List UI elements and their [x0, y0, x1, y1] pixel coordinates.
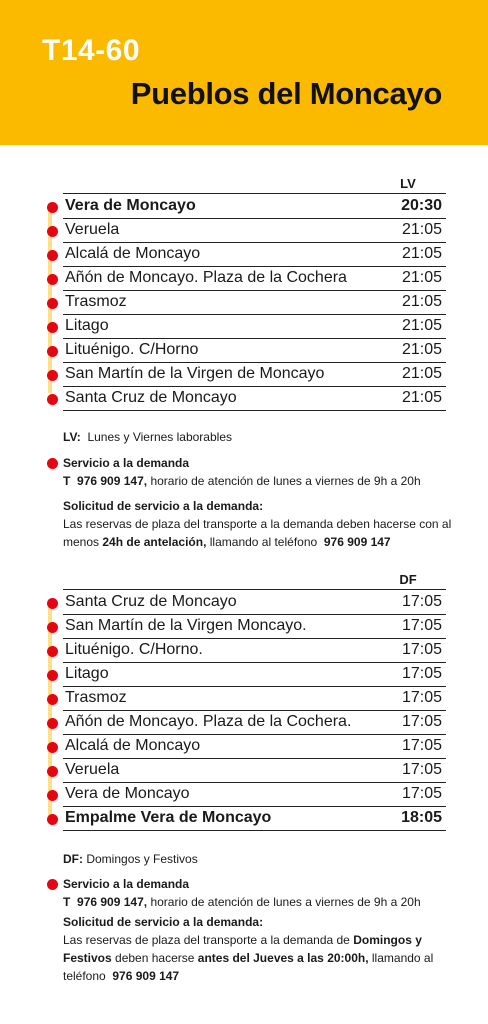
table-top-rule	[63, 589, 446, 590]
row-divider	[63, 410, 446, 411]
stop-row	[63, 591, 446, 615]
stop-row	[63, 807, 446, 831]
demand-service-2: Servicio a la demanda T 976 909 147, horario de atención de lunes a viernes de 9h a 20h	[63, 875, 453, 911]
stop-row	[63, 339, 446, 363]
stop-row	[63, 735, 446, 759]
stop-name: Trasmoz	[65, 293, 127, 310]
stop-time: 21:05	[401, 341, 442, 358]
stop-dot-icon	[47, 250, 58, 261]
stop-time: 21:05	[401, 221, 442, 238]
stop-name: Veruela	[65, 221, 120, 238]
stop-time: 21:05	[401, 389, 442, 406]
stop-row	[63, 663, 446, 687]
stop-row	[63, 615, 446, 639]
column-header-df: DF	[399, 572, 417, 587]
stop-name: Vera de Moncayo	[65, 197, 196, 214]
stop-name: San Martín de la Virgen de Moncayo	[65, 365, 325, 382]
stop-time: 21:05	[401, 245, 442, 262]
stop-row	[63, 315, 446, 339]
stop-time: 17:05	[401, 617, 442, 634]
stop-time: 17:05	[401, 785, 442, 802]
stop-dot-icon	[47, 694, 58, 705]
stop-row	[63, 783, 446, 807]
stop-name: Lituénigo. C/Horno	[65, 341, 199, 358]
stop-dot-icon	[47, 598, 58, 609]
demand-request-2: Solicitud de servicio a la demanda: Las reservas de plaza del transporte a la demanda de Domingos y Festivos deben hacerse antes del Jueves a las 20:00h, llamando al teléfono 976 909 147	[63, 915, 434, 983]
stop-time: 17:05	[401, 641, 442, 658]
stop-name: Trasmoz	[65, 689, 127, 706]
column-header-lv: LV	[400, 176, 416, 191]
route-header	[0, 0, 488, 145]
stop-row	[63, 219, 446, 243]
stop-name: Santa Cruz de Moncayo	[65, 389, 237, 406]
stop-row	[63, 639, 446, 663]
route-name: Pueblos del Moncayo	[130, 76, 442, 111]
stop-time: 17:05	[401, 665, 442, 682]
stop-time: 17:05	[401, 713, 442, 730]
stop-dot-icon	[47, 394, 58, 405]
stop-name: Alcalá de Moncayo	[65, 737, 201, 754]
stop-dot-icon	[47, 718, 58, 729]
demand-service-1: Servicio a la demanda T 976 909 147, horario de atención de lunes a viernes de 9h a 20h	[63, 454, 453, 490]
stop-dot-icon	[47, 226, 58, 237]
stop-dot-icon	[47, 274, 58, 285]
stop-dot-icon	[47, 814, 58, 825]
stop-name: Santa Cruz de Moncayo	[65, 593, 237, 610]
stop-dot-icon	[47, 646, 58, 657]
stop-time: 17:05	[401, 737, 442, 754]
stop-dot-icon	[47, 670, 58, 681]
stop-row	[63, 291, 446, 315]
stop-time: 17:05	[401, 761, 442, 778]
stop-dot-icon	[47, 790, 58, 801]
stop-dot-icon	[47, 742, 58, 753]
stop-dot-icon	[47, 346, 58, 357]
stop-row	[63, 687, 446, 711]
stop-dot-icon	[47, 202, 58, 213]
stop-name: Veruela	[65, 761, 120, 778]
stop-row	[63, 267, 446, 291]
timetable-df	[63, 591, 446, 831]
stop-name: San Martín de la Virgen Moncayo.	[65, 617, 307, 634]
stop-dot-icon	[47, 622, 58, 633]
stop-time: 20:30	[401, 197, 442, 214]
demand-request-1: Solicitud de servicio a la demanda: Las reservas de plaza del transporte a la demanda deben hacerse con al menos 24h de antelación, llamando al teléfono 976 909 147	[63, 499, 452, 549]
stop-time: 21:05	[401, 293, 442, 310]
stop-time: 21:05	[401, 365, 442, 382]
stop-name: Empalme Vera de Moncayo	[65, 809, 272, 826]
stop-name: Litago	[65, 317, 109, 334]
stop-name: Vera de Moncayo	[65, 785, 190, 802]
stop-row	[63, 759, 446, 783]
demand-dot-icon	[47, 879, 58, 890]
stop-name: Añón de Moncayo. Plaza de la Cochera.	[65, 713, 352, 730]
stop-time: 21:05	[401, 317, 442, 334]
stop-time: 18:05	[401, 809, 442, 826]
stop-row	[63, 363, 446, 387]
stop-name: Litago	[65, 665, 109, 682]
timetable-lv	[63, 195, 446, 411]
legend-df: DF: Domingos y Festivos	[63, 852, 198, 866]
legend-lv: LV: Lunes y Viernes laborables	[63, 430, 232, 444]
stop-row	[63, 243, 446, 267]
stop-dot-icon	[47, 766, 58, 777]
stop-row	[63, 387, 446, 411]
stop-row	[63, 195, 446, 219]
stop-name: Lituénigo. C/Horno.	[65, 641, 203, 658]
stop-dot-icon	[47, 370, 58, 381]
stop-dot-icon	[47, 298, 58, 309]
stop-time: 17:05	[401, 593, 442, 610]
stop-time: 21:05	[401, 269, 442, 286]
table-top-rule	[63, 193, 446, 194]
stop-time: 17:05	[401, 689, 442, 706]
stop-name: Alcalá de Moncayo	[65, 245, 201, 262]
demand-dot-icon	[47, 458, 58, 469]
route-code: T14-60	[42, 34, 141, 67]
stop-name: Añón de Moncayo. Plaza de la Cochera	[65, 269, 347, 286]
stop-row	[63, 711, 446, 735]
row-divider	[63, 830, 446, 831]
stop-dot-icon	[47, 322, 58, 333]
